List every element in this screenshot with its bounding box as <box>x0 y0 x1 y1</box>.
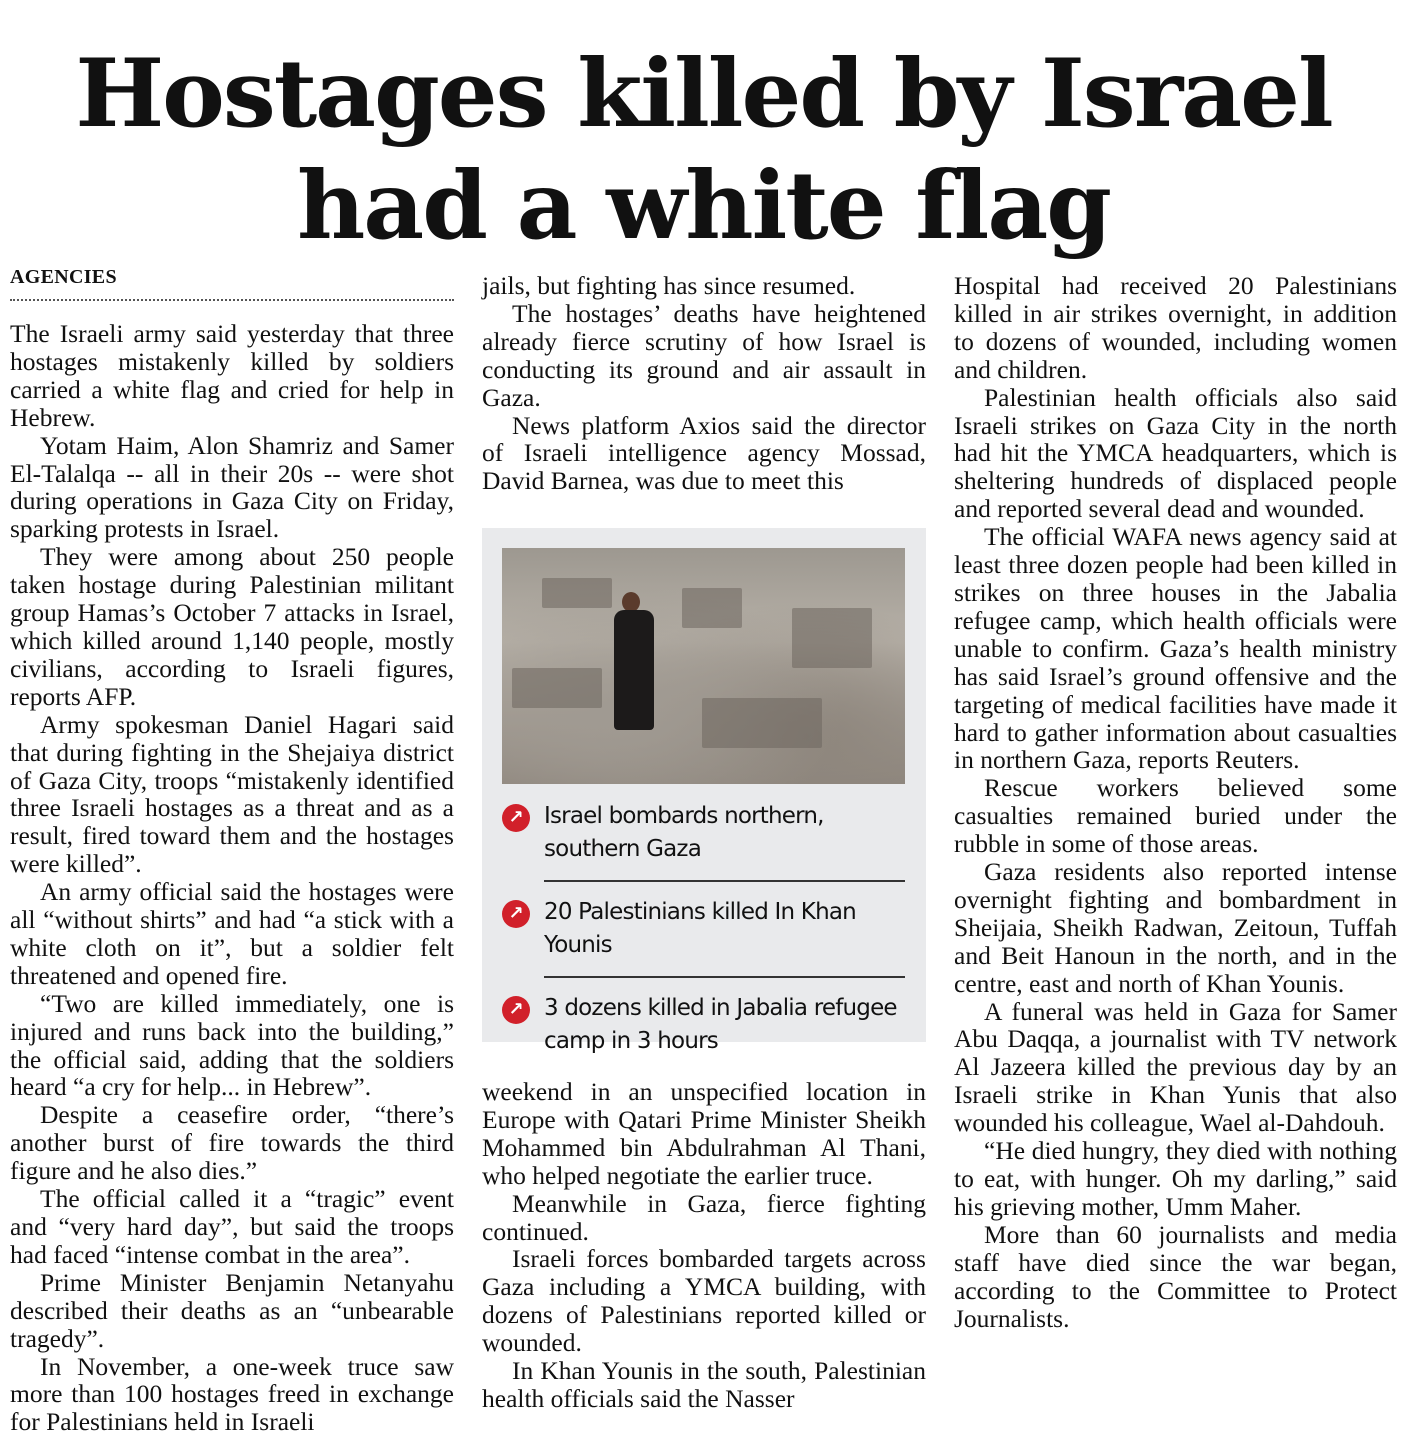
arrow-icon: ↗ <box>502 900 530 928</box>
headline-line-2: had a white flag <box>296 151 1111 261</box>
highlight-text: Israel bombards northern, southern Gaza <box>544 798 905 882</box>
paragraph: “He died hungry, they died with nothing to eat, with hunger. Oh my darling,” said his grieving mother, Umm Maher. <box>954 1136 1397 1221</box>
article-column-1 <box>10 320 454 1436</box>
paragraph: jails, but fighting has since resumed. <box>482 271 856 300</box>
rubble-photo <box>502 548 905 784</box>
headline-line-1: Hostages killed by Israel <box>75 39 1332 149</box>
paragraph: Prime Minister Benjamin Netanyahu described their deaths as an “unbearable tragedy”. <box>10 1267 454 1353</box>
article-column-3 <box>954 272 1397 1332</box>
paragraph: In November, a one-week truce saw more than 100 hostages freed in exchange for Palestinians held in Israeli <box>10 1351 454 1437</box>
highlight-text: 3 dozens killed in Jabalia refugee camp in 3 hours <box>544 995 897 1054</box>
highlight-text: 20 Palestinians killed In Khan Younis <box>544 894 905 978</box>
paragraph: More than 60 journalists and media staff have died since the war began, according to the Committee to Protect Journalists. <box>954 1219 1397 1333</box>
paragraph: Israeli forces bombarded targets across Gaza including a YMCA building, with dozens of Palestinians reported killed or wounded. <box>482 1244 926 1358</box>
paragraph: An army official said the hostages were all “without shirts” and had “a stick with a white cloth on it”, but a soldier felt threatened and opened fire. <box>10 877 454 990</box>
paragraph: Hospital had received 20 Palestinians killed in air strikes overnight, in addition to dozens of wounded, including women and children. <box>954 271 1397 384</box>
paragraph: A funeral was held in Gaza for Samer Abu Daqqa, a journalist with TV network Al Jazeera killed the previous day by an Israeli strike in Khan Yunis that also wounded his colleague, Wael al-Dahdouh. <box>954 996 1397 1138</box>
paragraph: The official called it a “tragic” event and “very hard day”, but said the troops had faced “intense combat in the area”. <box>10 1184 454 1269</box>
article-column-2-bottom <box>482 1078 926 1413</box>
paragraph: Gaza residents also reported intense overnight fighting and bombardment in Sheijaia, Sheikh Radwan, Zeitoun, Tuffah and Beit Hanoun in the north, and in the centre, east and north of Khan Younis. <box>954 857 1397 998</box>
paragraph: The official WAFA news agency said at least three dozen people had been killed in strikes on three houses in the Jabalia refugee camp, which health officials were unable to confirm. Gaza’s health ministry has said Israel’s ground offensive and the targeting of medical facilities have made it hard to gather information about casualties in northern Gaza, reports Reuters. <box>954 522 1397 775</box>
highlight-item <box>502 990 905 1072</box>
highlight-item <box>502 894 905 978</box>
arrow-icon: ↗ <box>502 804 530 832</box>
headline <box>0 38 1407 262</box>
paragraph: The hostages’ deaths have heightened already fierce scrutiny of how Israel is conducting its ground and air assault in Gaza. <box>482 298 926 412</box>
highlight-item <box>502 798 905 882</box>
paragraph: News platform Axios said the director of Israeli intelligence agency Mossad, David Barnea, was due to meet this <box>482 410 926 496</box>
highlights-list <box>502 798 905 1072</box>
paragraph: Meanwhile in Gaza, fierce fighting continued. <box>482 1188 926 1246</box>
byline: AGENCIES <box>10 266 454 301</box>
paragraph: Despite a ceasefire order, “there’s another burst of fire towards the third figure and he also dies.” <box>10 1100 454 1186</box>
paragraph: They were among about 250 people taken hostage during Palestinian militant group Hamas’s October 7 attacks in Israel, which killed around 1,140 people, mostly civilians, according to Israeli figures, reports AFP. <box>10 542 454 711</box>
paragraph: Palestinian health officials also said Israeli strikes on Gaza City in the north had hit the YMCA headquarters, which is sheltering hundreds of displaced people and reported several dead and wounded. <box>954 382 1397 524</box>
arrow-icon: ↗ <box>502 996 530 1024</box>
article-column-2-top <box>482 272 926 495</box>
paragraph: “Two are killed immediately, one is injured and runs back into the building,” the official said, adding that the soldiers heard “a cry for help... in Hebrew”. <box>10 988 454 1102</box>
paragraph: Yotam Haim, Alon Shamriz and Samer El-Talalqa -- all in their 20s -- were shot during operations in Gaza City on Friday, sparking protests in Israel. <box>10 430 454 544</box>
paragraph: The Israeli army said yesterday that three hostages mistakenly killed by soldiers carried a white flag and cried for help in Hebrew. <box>10 319 454 432</box>
paragraph: Army spokesman Daniel Hagari said that during fighting in the Shejaiya district of Gaza City, troops “mistakenly identified three Israeli hostages as a threat and as a result, fired toward them and the hostages were killed”. <box>10 709 454 879</box>
highlights-box <box>482 528 926 1054</box>
paragraph: In Khan Younis in the south, Palestinian health officials said the Nasser <box>482 1356 926 1413</box>
paragraph: Rescue workers believed some casualties remained buried under the rubble in some of those areas. <box>954 773 1397 859</box>
paragraph: weekend in an unspecified location in Europe with Qatari Prime Minister Sheikh Mohammed bin Abdulrahman Al Thani, who helped negotiate the earlier truce. <box>482 1077 926 1190</box>
